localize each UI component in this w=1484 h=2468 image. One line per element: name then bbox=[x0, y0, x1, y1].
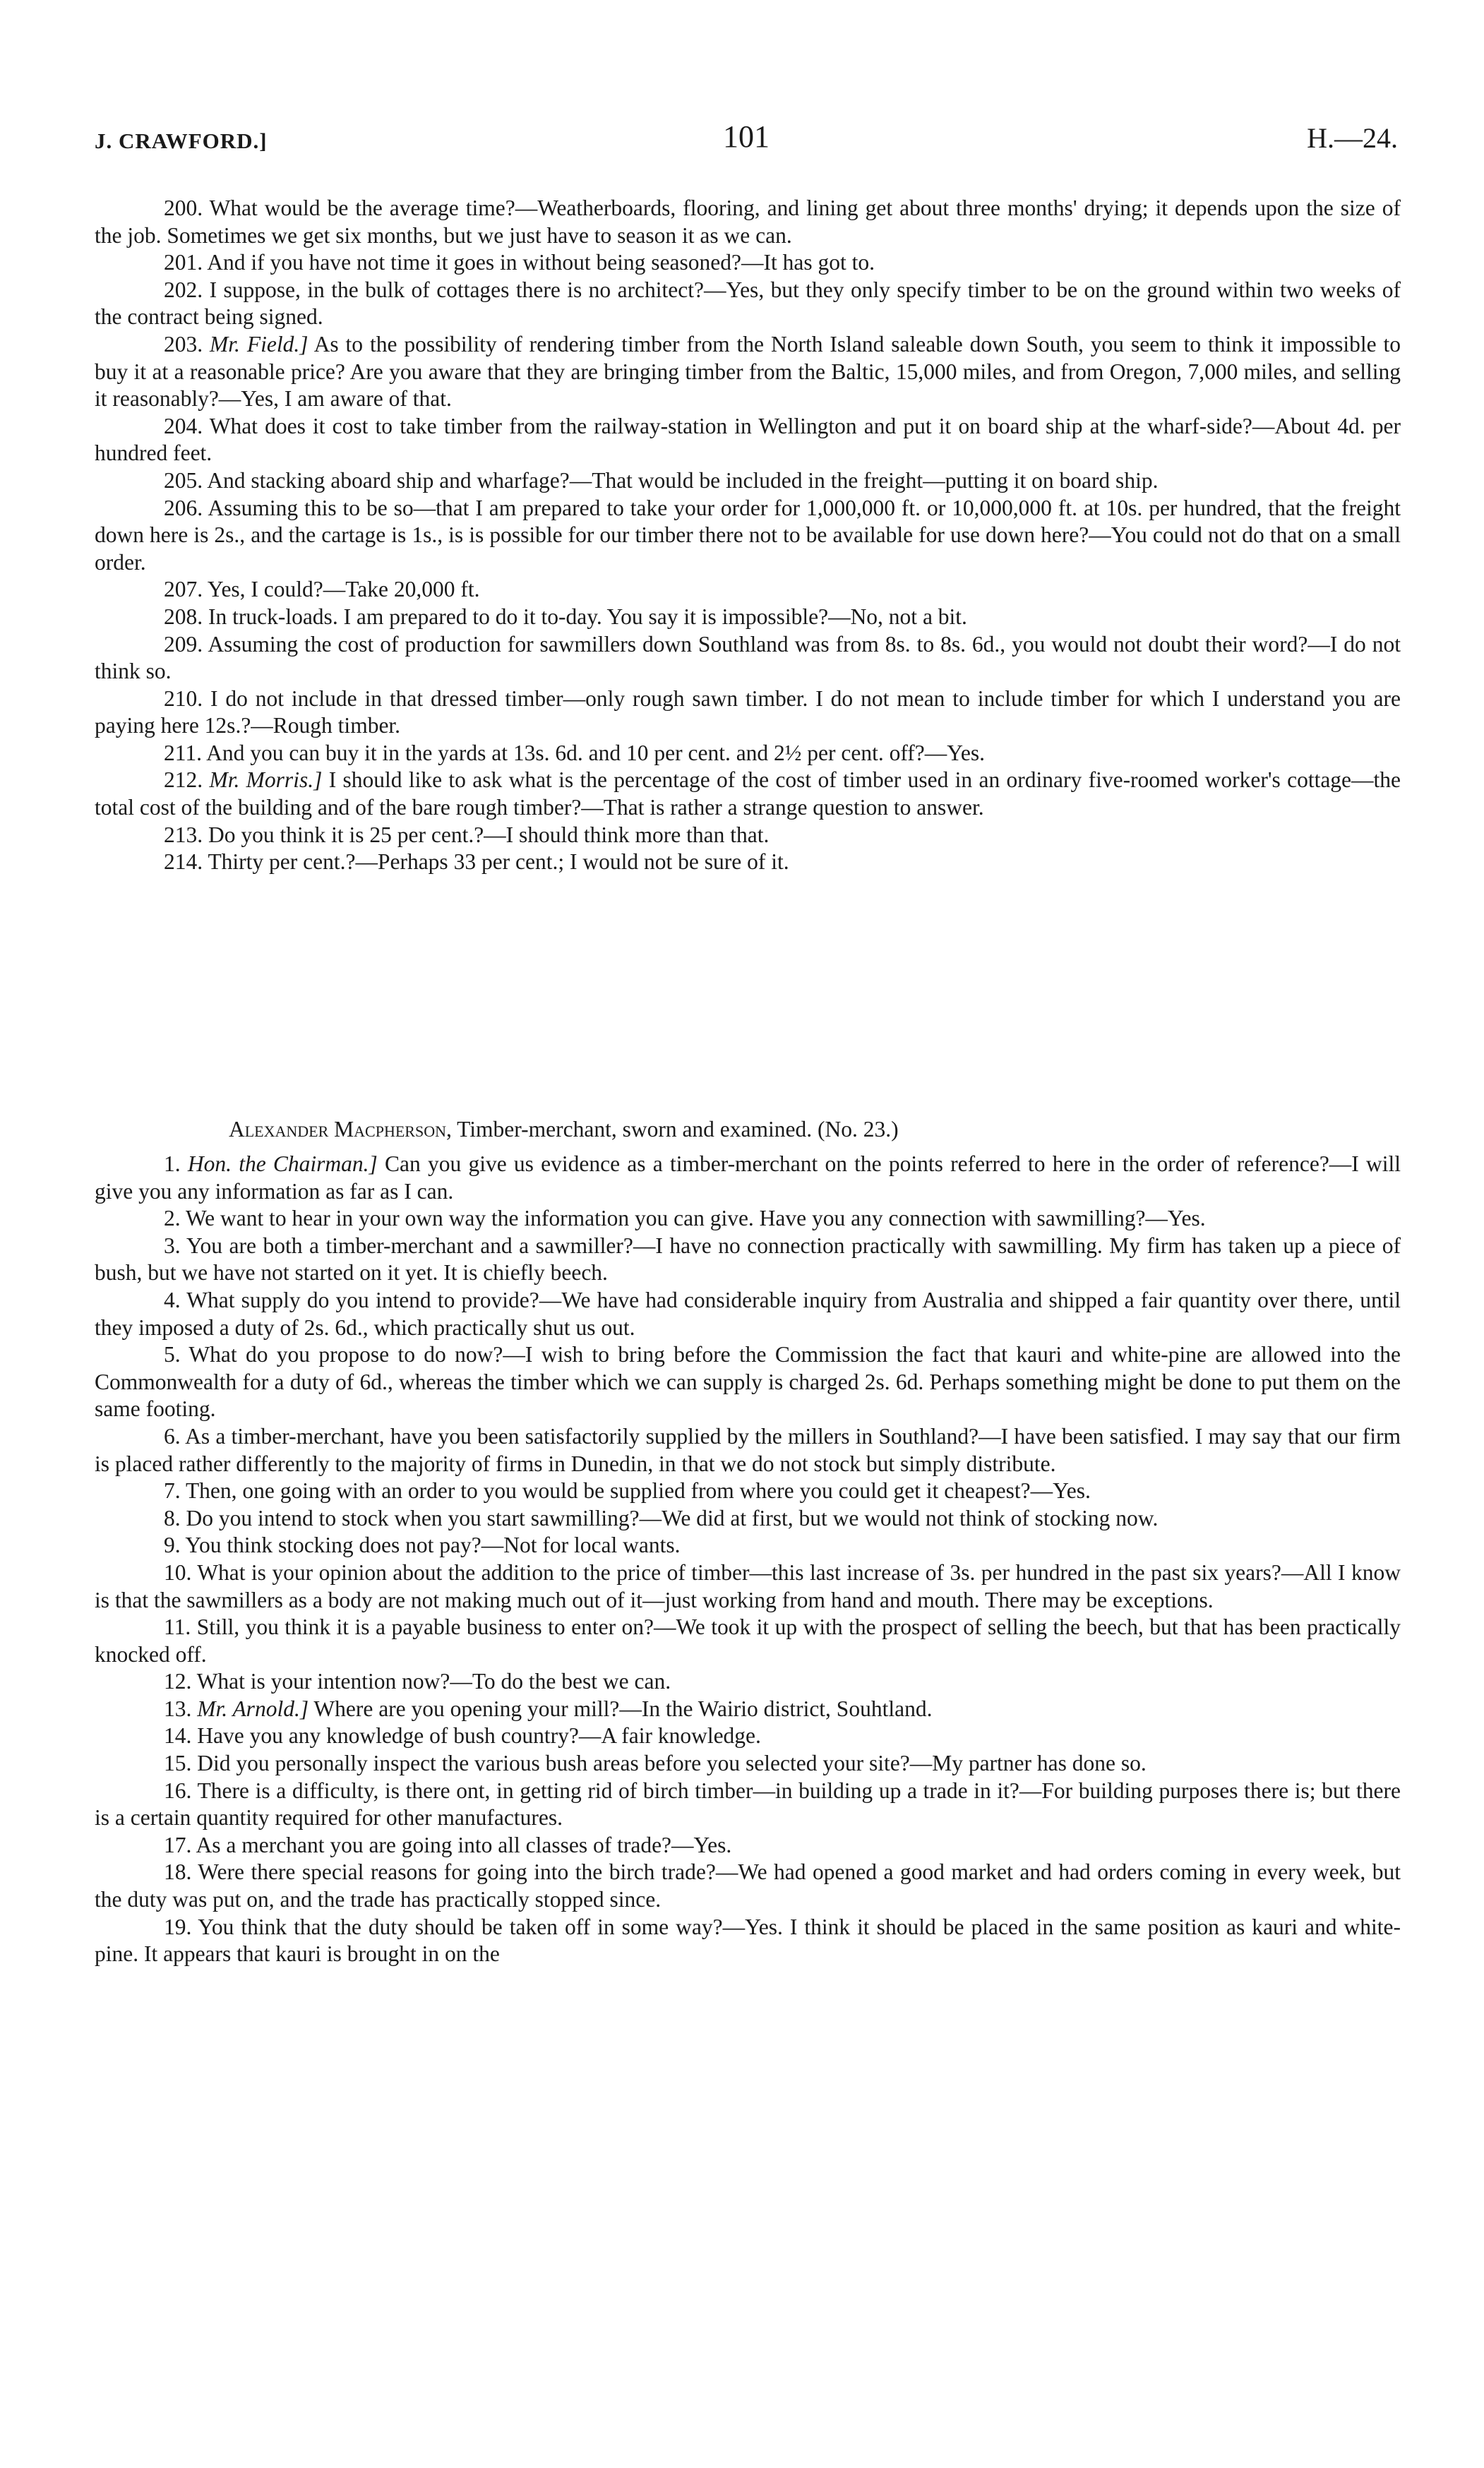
witness-description: Timber-merchant, sworn and examined. (No. 23.) bbox=[457, 1117, 899, 1142]
question-number: 214. bbox=[164, 849, 203, 875]
question-text: I do not include in that dressed timber—only rough sawn timber. I do not mean to include timber for which I understand you are paying here 12s.?—Rough timber. bbox=[95, 685, 1401, 738]
question-number: 15. bbox=[164, 1751, 192, 1776]
speaker-label: Mr. Morris.] bbox=[209, 767, 323, 793]
question-text: Yes, I could?—Take 20,000 ft. bbox=[207, 577, 480, 602]
question-text: I suppose, in the bulk of cottages there is no architect?—Yes, but they only specify timber to be on the ground within two weeks of the contract being signed. bbox=[95, 277, 1401, 330]
question-text: And if you have not time it goes in without being seasoned?—It has got to. bbox=[207, 250, 875, 275]
question-text: What do you propose to do now?—I wish to bring before the Commission the fact that kauri and white-pine are allowed into the Commonwealth for a duty of 6d., whereas the timber which we can supply is charged 2s. 6d. Perhaps something might be done to put them on the same footing. bbox=[95, 1342, 1401, 1422]
question-paragraph bbox=[95, 413, 1401, 467]
question-paragraph bbox=[95, 1778, 1401, 1832]
question-text: Do you think it is 25 per cent.?—I should think more than that. bbox=[208, 822, 770, 847]
question-text: As to the possibility of rendering timber from the North Island saleable down South, you seem to think it impossible to buy it at a reasonable price? Are you aware that they are bringing timber from the Baltic, 15,000 miles, and from Oregon, 7,000 miles, and selling it reasonably?—Yes, I am aware of that. bbox=[95, 331, 1401, 412]
question-paragraph bbox=[95, 1668, 1401, 1696]
speaker-label: Mr. Field.] bbox=[210, 331, 309, 357]
question-number: 203. bbox=[164, 331, 203, 357]
question-text: As a merchant you are going into all classes of trade?—Yes. bbox=[196, 1832, 732, 1857]
question-number: 3. bbox=[164, 1233, 181, 1258]
header-witness-name: J. CRAWFORD.] bbox=[95, 128, 268, 153]
question-number: 14. bbox=[164, 1723, 192, 1749]
page-number: 101 bbox=[723, 119, 770, 154]
question-paragraph bbox=[95, 1532, 1401, 1559]
question-number: 16. bbox=[164, 1778, 192, 1803]
question-paragraph bbox=[95, 767, 1401, 821]
question-text: Thirty per cent.?—Perhaps 33 per cent.; I would not be sure of it. bbox=[208, 849, 789, 875]
question-number: 9. bbox=[164, 1533, 181, 1558]
question-text: And stacking aboard ship and wharfage?—That would be included in the freight—putting it on board ship. bbox=[207, 467, 1159, 493]
question-number: 211. bbox=[164, 740, 202, 765]
question-text: You think stocking does not pay?—Not for local wants. bbox=[185, 1533, 681, 1558]
question-paragraph bbox=[95, 277, 1401, 331]
question-text: What does it cost to take timber from the railway-station in Wellington and put it on board ship at the wharf-side?—About 4d. per hundred feet. bbox=[95, 413, 1401, 466]
question-number: 6. bbox=[164, 1423, 181, 1449]
question-number: 17. bbox=[164, 1832, 192, 1857]
question-text: We want to hear in your own way the information you can give. Have you any connection with sawmilling?—Yes. bbox=[185, 1206, 1206, 1231]
document-reference: H.—24. bbox=[1307, 122, 1398, 154]
question-number: 8. bbox=[164, 1505, 181, 1530]
question-paragraph bbox=[95, 467, 1401, 495]
question-number: 213. bbox=[164, 822, 203, 847]
question-paragraph bbox=[95, 740, 1401, 767]
question-text: Were there special reasons for going into the birch trade?—We had opened a good market and had orders coming in every week, but the duty was put on, and the trade has practically stopped since. bbox=[95, 1859, 1401, 1912]
question-text: You think that the duty should be taken off in some way?—Yes. I think it should be placed in the same position as kauri and white-pine. It appears that kauri is brought in on the bbox=[95, 1914, 1401, 1967]
question-number: 205. bbox=[164, 467, 203, 493]
question-number: 19. bbox=[164, 1914, 192, 1939]
question-text: Then, one going with an order to you would be supplied from where you could get it cheapest?—Yes. bbox=[185, 1478, 1091, 1504]
question-text: Assuming the cost of production for sawmillers down Southland was from 8s. to 8s. 6d., you would not doubt their word?—I do not think so. bbox=[95, 631, 1401, 684]
question-number: 209. bbox=[164, 631, 203, 657]
question-text: There is a difficulty, is there ont, in getting rid of birch timber—in building up a trade in it?—For building purposes there is; but there is a certain quantity required for other manufactures. bbox=[95, 1778, 1401, 1831]
witness-name: Alexander Macpherson, bbox=[229, 1117, 452, 1142]
question-number: 2. bbox=[164, 1206, 181, 1231]
question-text: Have you any knowledge of bush country?—A fair knowledge. bbox=[197, 1723, 761, 1749]
question-paragraph bbox=[95, 1832, 1401, 1859]
page-header bbox=[95, 119, 1398, 168]
question-paragraph bbox=[95, 1914, 1401, 1968]
question-paragraph bbox=[95, 1341, 1401, 1423]
question-paragraph bbox=[95, 849, 1401, 876]
question-text: Did you personally inspect the various bush areas before you selected your site?—My partner has done so. bbox=[197, 1751, 1147, 1776]
question-paragraph bbox=[95, 1750, 1401, 1778]
speaker-label: Hon. the Chairman.] bbox=[187, 1151, 378, 1176]
question-text: What is your intention now?—To do the best we can. bbox=[196, 1669, 671, 1694]
question-text: What is your opinion about the addition to the price of timber—this last increase of 3s. per hundred in the past six years?—All I know is that the sawmillers as a body are not making much out of it—just working from hand and mouth. There may be exceptions. bbox=[95, 1559, 1401, 1612]
question-number: 5. bbox=[164, 1342, 181, 1367]
question-paragraph bbox=[95, 1478, 1401, 1505]
question-number: 10. bbox=[164, 1559, 192, 1585]
question-paragraph bbox=[95, 1151, 1401, 1205]
question-paragraph bbox=[95, 1505, 1401, 1533]
question-paragraph bbox=[95, 1559, 1401, 1614]
question-paragraph bbox=[95, 495, 1401, 577]
testimony-section-crawford bbox=[95, 195, 1401, 876]
question-paragraph bbox=[95, 685, 1401, 740]
question-number: 1. bbox=[164, 1151, 181, 1176]
question-text: As a timber-merchant, have you been satisfactorily supplied by the millers in Southland?—I have been satisfied. I may say that our firm is placed rather differently to the majority of firms in Dunedin, in that we do not stock but simply distribute. bbox=[95, 1423, 1401, 1476]
question-text: Where are you opening your mill?—In the Wairio district, Souhtland. bbox=[313, 1696, 933, 1721]
question-number: 204. bbox=[164, 413, 203, 438]
question-paragraph bbox=[95, 1423, 1401, 1478]
question-number: 212. bbox=[164, 767, 203, 793]
question-text: In truck-loads. I am prepared to do it to-day. You say it is impossible?—No, not a bit. bbox=[208, 604, 967, 629]
question-paragraph bbox=[95, 331, 1401, 413]
question-number: 4. bbox=[164, 1287, 181, 1312]
question-paragraph bbox=[95, 631, 1401, 685]
question-number: 200. bbox=[164, 196, 203, 220]
question-number: 202. bbox=[164, 277, 203, 302]
question-number: 208. bbox=[164, 604, 203, 629]
question-number: 13. bbox=[164, 1696, 192, 1721]
question-text: What supply do you intend to provide?—We have had considerable inquiry from Australia and shipped a fair quantity over there, until they imposed a duty of 2s. 6d., which practically shut us out. bbox=[95, 1287, 1401, 1340]
question-text: What would be the average time?—Weatherboards, flooring, and lining get about three months' drying; it depends upon the size of the job. Sometimes we get six months, but we just have to season it as we can. bbox=[95, 196, 1401, 248]
question-paragraph bbox=[95, 1859, 1401, 1913]
question-number: 11. bbox=[164, 1615, 191, 1640]
question-paragraph bbox=[95, 822, 1401, 849]
question-text: Do you intend to stock when you start sawmilling?—We did at first, but we would not think of stocking now. bbox=[186, 1505, 1159, 1530]
question-number: 18. bbox=[164, 1859, 192, 1885]
question-text: Can you give us evidence as a timber-merchant on the points referred to here in the order of reference?—I will give you any information as far as I can. bbox=[95, 1151, 1401, 1204]
question-paragraph bbox=[95, 1696, 1401, 1723]
question-text: Assuming this to be so—that I am prepared to take your order for 1,000,000 ft. or 10,000,000 ft. at 10s. per hundred, that the freight down here is 2s., and the cartage is 1s., is is possible for our timber there not to be available for use down here?—You could not do that on a small order. bbox=[95, 495, 1401, 575]
question-number: 206. bbox=[164, 495, 203, 520]
question-paragraph bbox=[95, 1614, 1401, 1668]
question-number: 207. bbox=[164, 577, 203, 602]
question-number: 12. bbox=[164, 1669, 192, 1694]
question-paragraph bbox=[95, 1287, 1401, 1341]
question-paragraph bbox=[95, 604, 1401, 631]
question-number: 210. bbox=[164, 685, 203, 711]
question-text: And you can buy it in the yards at 13s. 6d. and 10 per cent. and 2½ per cent. off?—Yes. bbox=[206, 740, 985, 765]
question-text: I should like to ask what is the percentage of the cost of timber used in an ordinary five-roomed worker's cottage—the total cost of the building and of the bare rough timber?—That is rather a strange question to answer. bbox=[95, 767, 1401, 820]
testimony-section-macpherson bbox=[95, 1151, 1401, 1968]
question-paragraph bbox=[95, 1205, 1401, 1233]
question-paragraph bbox=[95, 1233, 1401, 1287]
question-text: You are both a timber-merchant and a sawmiller?—I have no connection practically with sawmilling. My firm has taken up a piece of bush, but we have not started on it yet. It is chiefly beech. bbox=[95, 1233, 1401, 1286]
question-paragraph bbox=[95, 195, 1401, 249]
question-paragraph bbox=[95, 576, 1401, 604]
question-paragraph bbox=[95, 249, 1401, 277]
question-number: 201. bbox=[164, 250, 203, 275]
witness-heading bbox=[95, 1115, 1401, 1144]
question-number: 7. bbox=[164, 1478, 181, 1504]
question-paragraph bbox=[95, 1723, 1401, 1750]
question-text: Still, you think it is a payable business to enter on?—We took it up with the prospect of selling the beech, but that has been practically knocked off. bbox=[95, 1615, 1401, 1667]
speaker-label: Mr. Arnold.] bbox=[197, 1696, 309, 1721]
